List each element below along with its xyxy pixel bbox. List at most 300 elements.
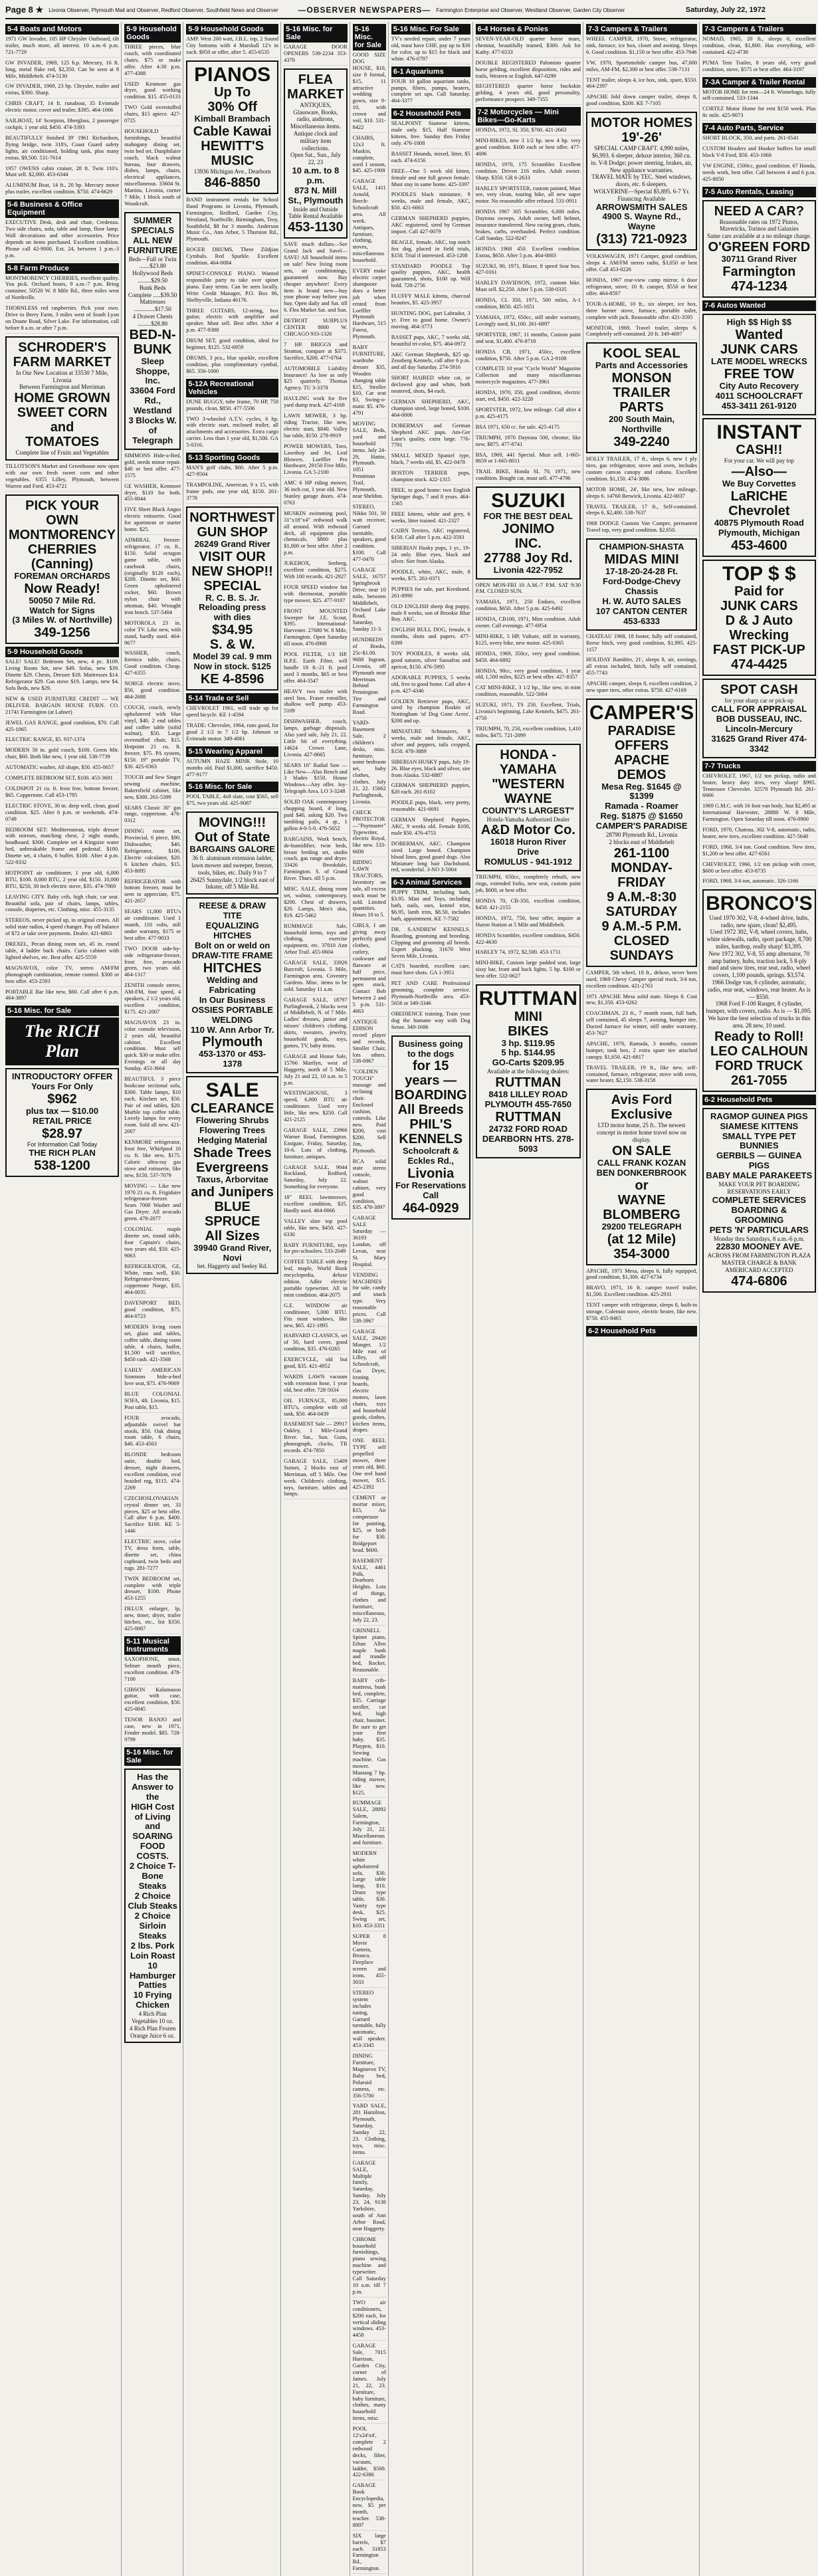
display-ad-line: Flowering Shrubs — [195, 1115, 269, 1125]
display-ad-line: LTD motor home, 25 ft.. The newest concept in motor home travel now on display. — [597, 1122, 687, 1143]
classified-ad: GW INVADER, 1969, 125 h.p. Mercury, 16 ft. long, metal flake red, $2,350. Can be seen at 8 Mile, Middlebelt. 474-5130 — [5, 60, 119, 82]
classified-ad: CZECHOSLOVAKIAN crystal dinner set, 33 pieces, $25 or best offer. Call after 6 p.m. $400. Sacrifice $100. KE 5-1446 — [124, 1495, 181, 1537]
display-ad-line: O'GREEN FORD — [708, 239, 811, 255]
classified-ad: MAGNAVOX, color TV, stereo AM/FM phonograph combination, remote control. $300 or best offer. 453-2593 — [5, 965, 119, 987]
classified-ad: TRAIL BIKE, Honda SL 70, 1971, new condition. Bought car, must sell. 477-4796 — [476, 469, 581, 484]
classified-ad: HONDA, CB100, 1971, Mint condition. Adult owner. Call evenings. 477-6954 — [476, 616, 581, 631]
classified-ad: BOSTON TERRIER pups, champion stock. 422-1315 — [391, 470, 470, 485]
display-ad-line: and — [50, 420, 74, 435]
display-ad-line: ARROWSMITH SALES — [595, 201, 688, 212]
display-ad — [702, 200, 815, 298]
classified-ad: SEARS 16" Radial Saw — Like New—Also Bench and 3 blades $150. House Windows—Any offer. Joy-Telegraph Area. LO 3-3248 — [284, 762, 348, 798]
classified-ad: SAILBOAT, 14' Scorpion, fiberglass, 2 passenger cockpit, 1 year old, $450. 474-3393 — [5, 118, 119, 133]
rich-plan-line: Yours For Only — [31, 1081, 94, 1092]
classified-ad: OPEN MON-FRI 10 A.M.-7 P.M. SAT 9:30 P.M. CLOSED SUN. — [476, 582, 581, 597]
classified-ad: MOVING SALE, Beds, yard and household items. July 24-29, Hattie, Plymouth. 1051 Penniman Trail, Plymouth, near Sheldon. — [353, 421, 386, 502]
classified-ad: 1971 GW Invader, 105 HP Chrysler Outboard, tilt trailer, much more, all interest. 10 a.m.-6 p.m. 721-7729 — [5, 36, 119, 58]
display-ad-line: NORTHWEST — [189, 510, 276, 525]
classified-ad: TILLOTSON'S Market and Greenhouse now open with our own fresh sweet corn and other vegetables. 6355 Lilley, Plymouth, between Warren and Ford. 453-4721 — [5, 463, 119, 492]
classified-ad: GARAGE SALE, 18797 Purlingbrook, 2 blocks west of Middlebelt, N. of 7 Mile. Ladies' dresses, junior and misses' children's clothing, skirts, sweaters, jewelry, household goods, toys, games, TV, baby items. — [284, 997, 348, 1051]
display-ad-line: PETS 'N' PARTICULARS — [709, 1224, 809, 1235]
classified-ad: PUMA Tent Trailer, 8 years old, very good condition, stove, $575 or best offer. 464-3197 — [702, 60, 815, 75]
section-heading: 5-13 Sporting Goods — [186, 453, 278, 463]
display-ad-line: All Breeds — [397, 1103, 464, 1118]
display-ad-line: MOTOR HOMES — [591, 116, 693, 131]
display-ad-line: 1968 Ford F-100 Ranger, 8 cylinder, bumper, with covers, radio. As is — $1,095. — [706, 1000, 812, 1015]
display-ad-line: for 15 years — — [405, 1059, 457, 1089]
classified-ad: APACHE fold down camper trailer, sleeps 8, good condition, $200. KE 7-7105 — [586, 94, 697, 109]
classified-ad: MUSKIN swimming pool, 31"x18"x4" redwood walk all around. With redwood deck, all equipment plus chemicals. $800 plus $1,000 or best offer. After 2 p.m. — [284, 510, 348, 558]
section-heading: 7-3A Camper & Trailer Rental — [702, 77, 815, 88]
display-ad-line: —Also— — [731, 464, 787, 479]
classified-ad: MINI-BIKE, Custom large padded seat, large sissy bar, front and back lights, 5 hp. $100 or best offer. 532-0627 — [476, 960, 581, 982]
classified-ad: SUZUKI, 1971, TS 250, Excellent, Trials, Livonia's beginning, Lake Kennels, $475. 261-4750 — [476, 702, 581, 724]
display-ad-line: 27788 Joy Rd. — [484, 550, 573, 566]
classified-ad: HONDA, 1970, 175 Scrambler. Excellent condition. Driven 216 miles. Adult owner. Sharp. $350. GR 6-2633 — [476, 161, 581, 183]
rich-plan-offer — [5, 1068, 119, 1176]
display-ad-line: 4900 S. Wayne Rd., Wayne — [602, 211, 681, 232]
classified-ad: GE WASHER, Kenmore dryer, $110 for both. 455-0044 — [124, 483, 181, 505]
display-ad-line: Shade Trees — [193, 1145, 272, 1160]
section-heading: 6-1 Aquariums — [391, 66, 470, 77]
section-heading: 5-16 Misc. for Sale — [124, 1747, 181, 1766]
display-ad-line: Farmington — [722, 264, 796, 279]
display-ad-line: Wanted — [735, 327, 783, 342]
display-ad-line: 24732 FORD ROAD — [488, 1124, 568, 1134]
display-ad-line: ON SALE — [612, 1143, 671, 1158]
classified-ad: SEALPOINT Siamese kittens, male only. $15, Half Siamese kittens, free. Sunday thru Friday only. 476-1808 — [391, 120, 470, 149]
classified-ad: POOL TABLE, 4x8 slate, cost $565, sell $75, two years old. 425-9087 — [186, 794, 278, 809]
classified-ad: CHATEAU 1968, 18 footer, fully self contained, Reese hitch, very good condition, $1,995. 425-1157 — [586, 633, 697, 655]
classified-ad: DOBERMAN, AKC. Champion sired. Large boned. Champion blood lines, good guard dogs. Also Miniature long hair Dachshund, red, wonderful. 3-NO 3-5004 — [391, 841, 470, 876]
classified-ad: PUPPIES for sale, part Keeshond. 261-8990 — [391, 586, 470, 601]
classified-ad: YAMAHA, 1971, 250 Enduro, excellent condition, $650. After 5 p.m. 425-6492 — [476, 599, 581, 614]
display-ad-line: Avis Ford — [611, 1093, 672, 1108]
rich-plan-line: INTRODUCTORY OFFER — [11, 1071, 113, 1082]
classified-ad: SIBERIAN Husky pups, 1 yr., 19-24 only. Blue eyes, black and silver. Sire from Alaska. — [391, 545, 470, 567]
classified-ad: GERMAN SHEPHERD puppies, $20 each. 261-6102 — [391, 782, 470, 798]
classified-ad: APACHE, 1970, Ramada, 3 months, custom bumper, tank box, 2 extra spare tire attached canopy. $1,650. 421-6817 — [586, 1041, 697, 1063]
display-ad-line: Ramada - Roamer — [605, 801, 678, 811]
classified-ad: AUTUMN HAZE MINK Stole, 10 months old. Paid $1,000, sacrifice $450. 477-9177 — [186, 758, 278, 780]
display-ad-line: CAMPER'S PARADISE — [595, 821, 688, 831]
classified-ad: TRAVEL TRAILER, 17 ft., Self-contained. sleeps 6, $2,400. 538-7637 — [586, 504, 697, 519]
classified-ad: STANDARD POODLE Top quality puppies, AKC, health guaranteed, shots, $100 up. Will hold. 728-2756 — [391, 263, 470, 292]
classified-ad: AMP. West 200 watt, J.B.L. top, 2 Sound City bottoms with 4 Marshall 12's in each. $950 or offer, after 5. 455-6535 — [186, 36, 278, 58]
display-ad-line: KOOL SEAL — [603, 346, 680, 362]
classified-ad: THORNLESS red raspberries. Pick your own. Drive to Berry Farm, 3 miles west of South Lyon on Doane Road, Silver Lake. For information, call before 8 a.m. or after 7 p.m. — [5, 305, 119, 334]
display-ad-line: Model 39 cal. 9 mm — [193, 651, 272, 662]
classified-ad: 1971 APACHE Mesa solid state. Sleeps 8. Cost new, $1,350. 453-0262 — [586, 994, 697, 1009]
display-ad-line: PICK YOUR OWN — [25, 498, 99, 528]
classified-ad: MAN'S golf clubs, $60. After 5 p.m. 427-9504 — [186, 465, 278, 480]
classified-ad: MOVING — Like new 1970 21 cu. ft. Frigidaire refrigerator-freezer. Sears 7000 Washer and Gas Dryer. All avocado green. 478-2077 — [124, 1183, 181, 1224]
classified-ad: STEREOS, never picked up, in original crates. All solid state radios, 4 speed changer. Pay off balance of $72 or take over payments. Dealer. 421-6863 — [5, 917, 119, 939]
classified-ad: GARAGE SALE, Multiple family, Saturday, Sunday, July 23, 24, 9138 Yarkshire, south of Ann Arbor Road, near Haggerty. — [353, 2160, 386, 2234]
classified-ad: BLUE COLONIAL SOFA, 4ft. Livonia, $15. Post table, $15. — [124, 1391, 181, 1413]
classified-ad: BABY FURNITURE, toys for pre-schoolers. 533-2049 — [284, 1242, 348, 1257]
display-ad-line: 2 Choice Club Steaks — [128, 1891, 177, 1911]
classified-ad: "GOLDEN TOUCH" massage and reclining chair. Enclosed cushion, controls. Like new. Paid $200, cost $200. Sell Jim, Plymouth. — [353, 1069, 386, 1156]
classified-ad: POODLE pups, black, very pretty, reasonable. 421-6691 — [391, 800, 470, 815]
classified-ad: SAVE much dollars—See Grand Jack and Savel—SAVE! All household items on sale! New living room sets, air conditionings, guaranteed now. Buy cheaper anywhere! Every item is brand new—buy your phone way before you buy. Open daily and Sat. till 6. Flea Market Sat. and Sun. — [284, 241, 348, 316]
classified-ad: SPORTSTER, 1972, low mileage. Call after 4 p.m. 425-4175 — [476, 407, 581, 422]
classified-ad: GARAGE SALE, 15409 Sunset, 2 blocks east of Merriman, off 5 Mile. One week. Children's clothing, toys, furniture, tables and lamps. — [284, 1458, 348, 1499]
display-ad-line: 873 N. Mill St., Plymouth — [288, 185, 344, 205]
display-ad-line: FAST PICK-UP — [712, 643, 805, 658]
display-ad-line: INC. — [514, 536, 542, 551]
display-ad-line: 19'-26' — [621, 130, 662, 146]
display-ad-line: Ford-Dodge-Chevy Chassis — [603, 576, 681, 596]
classified-ad: FLUFFY MALE kittens, charcoal beauties, $5. 425-3957 — [391, 293, 470, 308]
display-ad-line: FOR THE BEST DEAL — [483, 510, 573, 521]
display-ad-line: ROMULUS - 941-1912 — [484, 857, 572, 867]
classified-ad: TWO 3-wheeled A.T.V. cycles, 6 hp. with electric start, enclosed trailer, all attachments and accessories. Extra cargo carrier. Less than 1 year old, $1,500. GA 5-0316. — [186, 416, 278, 451]
display-ad-line: SOARING FOOD COSTS. — [132, 1831, 173, 1862]
classified-ad: SEVEN-YEAR-OLD quarter horse mare, chestnut, beautifully trained, $300. Ask for Kathy. 477-6533 — [476, 36, 581, 58]
display-ad-line: Taxus, Arborvitae — [196, 1174, 268, 1184]
display-ad-line: BIKES — [508, 1023, 549, 1039]
classified-ad: MOTOR HOME, 24', like new, low mileage, sleeps 6. 14760 Berwick, Livonia. 422-0037 — [586, 486, 697, 502]
display-ad-line: "WESTERN WAYNE — [492, 776, 565, 806]
display-ad-line: BRONCO'S — [706, 893, 813, 915]
rich-plan-line: 538-1200 — [34, 1158, 90, 1173]
display-ad-line: 31625 Grand River 474-3342 — [711, 733, 807, 754]
classified-ad: CHECK PROTECTOR—"Paymaster" Typewriter, electric Royal, like new. 533-6600 — [353, 809, 386, 857]
classified-ad: TRAMPOLINE, American, 9 x 15, with frame pads, one year old, $150. 261-3778 — [186, 482, 278, 504]
display-ad-line: PARADISE — [607, 723, 676, 738]
display-ad-line: A&D Motor Co. — [480, 823, 575, 838]
display-ad-line: Has the Answer to the — [132, 1771, 174, 1802]
display-ad-line: 464-0929 — [402, 1201, 459, 1216]
classified-ad: KENMORE refrigerator, frost free, Whirlpool 16 cu. ft. like new, $175. Caloric ultra-ray gas stove and rotisserie, like new, $150. 537-7079 — [124, 1139, 181, 1180]
display-ad-line: Hollywood Beds .........$29.50 — [132, 270, 173, 284]
classified-ad: SALE! SALE! Bedroom Set, new, 4 pc. $109. Living Room Set, new $49. Sofas, new $39. Dinette $29. Chests, Dresser $18. Mattresses $14. Refrigerator $29. Gas stove $19. Lamps, new $4. Sofa Beds, new $29. — [5, 659, 119, 694]
masthead-papers-2: Farmington Enterprise and Observer, Westland Observer, Garden City Observer — [436, 7, 625, 13]
classified-ad: WASHER, couch, formica table, chairs. Good condition. Cheap. 427-6355 — [124, 650, 181, 679]
classified-ad: BEDROOM SET: Mediterranean, triple dresser with mirrors, matching chest, 2 night stands, headboard. $300. Complete set 4 Kingsize water bed, unbreakable frame and pedestal. $100. Dinette set, 4 chairs, 6 buffet. $100. After 4 p.m. 522-9332 — [5, 827, 119, 868]
display-ad-line: Livonia 422-7952 — [493, 564, 563, 575]
classified-ad: GARAGE SALE, 16757 Springbrook Drive, near 10 mile, between Middlebelt, Orchard Lake Road, Saturday, Sunday 11-3. — [353, 567, 386, 635]
classified-ad: ADMIRAL freezer-refrigerator, 17 cu. ft., $150. Solid octagon game table, with casebook chairs, (originally $120 each), $200. Dinette set, $60. Green upholstered rocker, $60. Brown nylon chair with ottoman, $40. Wrought iron bench. 537-5404 — [124, 537, 181, 618]
classified-ad: ALUMINUM Boat, 14 ft., 20 hp. Mercury motor plus trailer, excellent condition. $750. 474-6629 — [5, 182, 119, 197]
classified-ad: TOUR-A-HOME, 10 ft., six sleeper, ice box, three burner stove, furnace, portable toilet, complete with jack. Reasonable offer. 421-3595 — [586, 301, 697, 323]
classified-ad: GRINNELL Spinet piano, Ethan Allen maple bunk and trundle bed, Rocker, Reasonable. — [353, 1628, 386, 1675]
classified-ad: CEMENT or mortar mixer, $15, Air compressor for painting, $25, or both for $30. Bridgeport head. $600. — [353, 1495, 386, 1556]
display-ad-line: SMALL TYPE PET BUNNIES — [722, 1130, 796, 1151]
classified-ad: JUKEBOX, Seeberg, excellent condition, $275. With 100 records. 421-2927 — [284, 560, 348, 582]
display-ad-line: 50050 7 Mile Rd. — [29, 595, 96, 605]
display-ad-line: SPOT CASH — [720, 683, 798, 698]
classified-ad: WHEEL CAMPER, 1970, Stove, refrigerator, sink, furnace, ice box, closet and awning. Sleeps 6. Good condition. $1,150 or best offer. 453-7946 — [586, 36, 697, 58]
classified-ad: SIMMONS Hide-a-Bed, gold, needs minor repair. $40 or best offer. 477-1575 — [124, 453, 181, 481]
display-ad-line: Welding and Fabricating — [207, 974, 258, 995]
display-ad-line: (313) 721-0923 — [596, 232, 687, 247]
classified-ad: TWO air conditioners, $200 each, for vertical sliding windows. 453-4458 — [353, 2300, 386, 2341]
display-ad-line: 8418 LILLEY ROAD — [488, 1089, 568, 1100]
display-ad-line: All Sizes — [205, 1228, 260, 1243]
classified-ad: CHEVROLET, 1967, 1/2 ton pickup, radio and heater, heavy duty tires, very sharp! $995. Tennessee Chevrolet. 32570 Plymouth Rd. 261-6666 — [702, 773, 815, 802]
classified-ad: GERMAN SHEPHERD puppies, AKC registered, sired by German import. Call 427-0079 — [391, 215, 470, 237]
classified-ad: OLD ENGLISH sheep dog puppy, male 8 weeks, son of Brookie Blue Boy. AKC. — [391, 603, 470, 625]
display-ad-line: 474-6806 — [731, 1273, 787, 1289]
display-ad-line: CALL FOR APPRAISAL — [711, 704, 807, 714]
classified-ad: COLONIAL maple dinette set, round table, four Captain's chairs, two years old, $50. 425-9063 — [124, 1226, 181, 1261]
classified-ad: COMPLETE BEDROOM SET, $100. 453-3691 — [5, 775, 119, 784]
classified-ad: TV's needed repair, under 7 years old, must have UHF, pay up to $30 for color, up to $15 for black and white. 476-0797 — [391, 36, 470, 64]
classified-ad: GIBSON Kalamazoo guitar, with case, excellent condition, $50. 425-0045 — [124, 1687, 181, 1715]
display-ad — [702, 560, 815, 677]
display-ad-line: KE 4-8596 — [200, 672, 264, 687]
section-heading: 7-3 Campers & Trailers — [702, 24, 815, 35]
display-ad-line: FREE TOW — [724, 366, 794, 381]
classified-ad: CHAIRS, 12x3 ft. Muskin, complete, used 1 season, $45. 425-1908 — [353, 135, 386, 176]
display-ad-line: Now Ready! — [24, 581, 100, 596]
classified-ad: BSA, 1969, 441 Special. Must sell. 1-665-8659 or 1-665-8011 — [476, 452, 581, 467]
display-ad-line: 3 Blocks W. of Telegraph — [128, 415, 177, 446]
display-ad — [476, 744, 581, 872]
classified-ad: GERMAN Shepherd Puppies, AKC, 9 weeks old. Female $100, male $50. 476-4753 — [391, 817, 470, 839]
display-ad-line: JUNK CARS — [720, 342, 798, 357]
classified-ad: BABY crib-mattress, bunk bed, complete, $35. Carriage stroller, car bed, high chair, bassinet. Be sure to get your first baby. $35. Playpen, $10. Sewing machine. Gas mower. Mustang 7 hp. riding mower, like new. $125. — [353, 1677, 386, 1798]
display-ad-line: (at 12 Mile) — [607, 1232, 676, 1247]
classified-ad: DRUMS, 3 pcs., blue sparkle, excellent condition, plus complimentary cymbal, $65. 356-1000 — [186, 355, 278, 377]
classified-ad: WARDS LAWN vacuum with extension hose, 1 year old, best offer. 728-5634 — [284, 1374, 348, 1396]
classified-ad: ZENITH console stereo, AM-FM, four speed, 4 speakers, 2 1/2 years old, excellent condition, $175. 421-2007 — [124, 982, 181, 1018]
classified-ad: ROGER DRUMS, Three Zildjian Cymbals. Red Sparkle. Excellent condition. 464-0084 — [186, 247, 278, 268]
display-ad-line: Paid for — [734, 584, 784, 599]
classified-ad: GW INVADER, 1969, 23 hp. Chrysler, trailer and extras, $300. Sharp. — [5, 83, 119, 98]
display-ad-line: Mattresses ..............$17.50 — [134, 298, 171, 313]
classified-ad: DREXEL, Pecan dining room set, 45 in. round table, 4 ladder back chairs. Curio cabinet with lighted shelves, etc. Best offer. 425-5559 — [5, 941, 119, 963]
display-ad-line: MAKE YOUR PET BOARDING RESERVATIONS EARLY — [718, 1181, 800, 1195]
masthead-papers: Livonia Observer, Plymouth Mail and Observer, Redford Observer, Southfield News and Observer — [49, 7, 278, 13]
display-ad-line: FORD TRUCK — [715, 1058, 803, 1073]
display-ad-line: PLYMOUTH 455-7650 — [484, 1099, 571, 1110]
classified-ad: WESTINGHOUSE, 3 speed, 6,000 BTU air conditioner. Used very little, like new. $250. Call 421-2125 — [284, 1090, 348, 1125]
classified-ad: TOY POODLES, 8 weeks old, good natures, silver Sassafras and apricot, $150. 476-5995 — [391, 651, 470, 673]
display-ad-line: Bolt on or weld on — [194, 940, 270, 950]
display-ad-line: SUZUKI — [490, 490, 565, 512]
classified-ad: POOL FILTER, 1/3 HP. H.P.E. Earth Filter, will handle 18 ft.-21 ft. pool used 3 months, $65 or best offer. 464-3547 — [284, 651, 348, 687]
display-ad-line: 4 Rich Plan Vegetables 10 oz. — [132, 2010, 174, 2025]
classified-ad: BARGAINS, Work bench, de-humidifier, twin beds, breast feeding set, studio couch, gas range and dryer. 33426 Brookdale, Farmington. S. of Grand River. Thurs. till 5 p.m. — [284, 836, 348, 884]
classified-ad: BEAUTIFULLY finished 39' 1961 Richardson, flying bridge, twin 318's, Coast Guard safety lights, air conditioned, holding tank, plus many extras. $9,500. 531-7614 — [5, 135, 119, 163]
display-ad-line: Now in stock. $125 — [193, 661, 271, 672]
classified-ad: SPINET-CONSOLE PIANO. Wanted responsible party to take over spinet piano. Easy terms. Can be seen locally. Write Credit Manager, P.O. Box 86, Shelbyville, Indiana 46176. — [186, 270, 278, 306]
classified-ad: FRONT MOUNTED Sweeper for J.E. Scout, $395. International-Harvester. 27680 W. 8 Mile, Farmington. Open Saturday till noon. 476-0900 — [284, 608, 348, 649]
display-ad-line: SIAMESE KITTENS — [720, 1121, 799, 1131]
display-ad-line: ACROSS FROM FARMINGTON PLAZA — [707, 1252, 811, 1259]
classified-ad: ANTIQUE EDISON record player and records, Stroller Chair, lots others. 538-0967 — [353, 1019, 386, 1067]
classified-ad: CORTEZ Motor Home for rent $150 week. Plus 8c mile. 425-9073 — [702, 106, 815, 121]
display-ad-line: Used 1972 302, V-8, wheel covers, hubs, white sidewalls, radio, sport package, 8,700 miles, hardtop, really sharp! $3,395. — [706, 928, 812, 950]
display-ad — [186, 506, 278, 691]
display-ad-line: TOMATOES — [25, 435, 100, 450]
classified-ad: BEAUTIFUL 3 piece bookcase sectional sofa, $300. Table lamps, $10 each. Kitchen set, $50. Pair of end tables, $20. Marble top coffee table. Lovely lamps for every room. Sold all new. 421-2007 — [124, 1076, 181, 1137]
display-ad-line: In Our New Location at 33530 7 Mile, Livonia — [16, 369, 109, 383]
display-ad-line: SALE — [205, 1079, 259, 1102]
display-ad-line: Plymouth, Michigan — [718, 527, 800, 538]
classified-ad: EXECUTIVE Desk, desk and chair, Credenza. Two side chairs, sofa, table and lamp, floor lamp. Wall decorations and other accessories. Price depends on items purchased. Excellent condition. Please call 42-9000, Ext. 24, between 1 p.m.-3 p.m. — [5, 219, 119, 261]
classified-ad: AUTOMATIC washer, All shape, $50. 455-0657 — [5, 764, 119, 773]
display-ad-line: PIANOS — [194, 63, 271, 86]
section-heading: 7-7 Trucks — [702, 761, 815, 772]
section-heading: 6-2 Household Pets — [586, 1326, 697, 1337]
classified-ad: FORD, 1970, Chateau, 302 V-8, automatic, radio, heater, new tires, excellent condition. 427-5640 — [702, 827, 815, 842]
classified-ad: REGISTERED quarter horse buckskin gelding, 4 years old, good personality, performance prospect. 349-7355 — [476, 83, 581, 105]
classified-ad: HAULING work for five yard dump truck. 427-4168 — [284, 395, 348, 411]
display-ad-line: For Reservations Call — [395, 1180, 466, 1201]
classified-ad: MONITOR, 1969, Travel trailer, sleeps 6. Completely self-contained. 20 ft. 349-4697 — [586, 325, 697, 340]
display-ad-line: 10 a.m. to 8 p.m. — [292, 165, 340, 185]
display-ad-line: Hedging Material — [197, 1134, 268, 1145]
display-ad-line: INSTANT — [716, 421, 802, 443]
classified-ad: ADORABLE PUPPIES, 5 weeks old, free to good home. Call after 4 p.m. 427-4346 — [391, 675, 470, 697]
classified-ad: FORD, 1968, 3/4 ton, automatic. 326-1166 — [702, 878, 815, 887]
display-ad-line: 13936 Michigan Ave., Dearborn — [193, 168, 271, 175]
classified-ad: HOUSEHOLD furnishings, beautiful mahogany dining set, twin bed set, Dunphilaire couch, black walnut bureau, four drawers, dishes, lamps, chairs, electrical appliances, miscellaneous. 33604 St. Martins, Livonia, corner 7 Mile, 1 block south of Woodcraft. — [124, 128, 181, 209]
classified-ad: RIDING LAWN TRACTORS, Inventory on sale, all excess stock must be sold. Limited quantities. Hours 10 to 5. — [353, 859, 386, 920]
classified-ad: HONDA, 1972, SL 350, $700. 421-2663 — [476, 127, 581, 136]
display-ad-line: NEW SHOP!! — [191, 564, 273, 579]
classified-ad: ENGLISH BULL DOG, female, 6 months, shots and papers. 477-8399 — [391, 627, 470, 649]
section-heading: 5-15 Wearing Apparel — [186, 746, 278, 757]
classified-ad: CHROME household furnishings, piano sewing machine and typewriter. Call Saturday 10 a.m. till 7 p.m. — [353, 2236, 386, 2298]
display-ad — [186, 1076, 278, 1274]
classified-ad: 7 HP. BRIGGS and Stratton, compare at $375. Sacrifice, $200. 477-0764 — [284, 342, 348, 364]
classified-ad: GARAGE SALE, 1411 Arnold, Beech-Schoolcraft area. All week. Antiques, furniture, clothing, stoves, miscellaneous household. — [353, 178, 386, 266]
display-ad-line: RAGMOP GUINEA PIGS — [710, 1111, 808, 1121]
display-ad-line: 29200 TELEGRAPH — [601, 1221, 682, 1232]
classified-ad: GARAGE SALE, 29420 Munger, 1/2 Mile east of Lilley, off Schoolcraft, Gas Dryer, ironing boards, electric motors, lawn chairs, toys and household goods, clothes, kitchen items, drapes. — [353, 1329, 386, 1436]
classified-ad: FOUR SPEED window fan with thermostat, portable type mower, $25. 477-9107 — [284, 584, 348, 606]
column-9 — [702, 22, 817, 2576]
classified-ad: OBEDIENCE training. Train your dog the humane way with Dog Sense. 349-1686 — [391, 1011, 470, 1033]
column-4 — [284, 22, 350, 2576]
display-ad-line: 39940 Grand River, Novi — [193, 1242, 272, 1263]
display-ad-line: Available at the following dealers: — [486, 1068, 569, 1075]
column-2 — [124, 22, 183, 2576]
display-ad-line: APACHE DEMOS — [614, 752, 670, 782]
display-ad — [124, 1769, 181, 2044]
display-ad — [5, 494, 119, 645]
classified-ad: GARAGE DOOR OPENERS 539-2234 353-4370 — [284, 44, 348, 66]
column-3 — [186, 22, 281, 2576]
display-ad-line: CALL FRANK KOZAN — [597, 1157, 686, 1168]
classified-ad: BASSET pups, AKC, 7 weeks old, beautiful tri-color, $75. 464-0972 — [391, 334, 470, 350]
classified-ad: COLDSPOT 21 cu. ft. frost free, bottom freezer, $65. Coppertone. Call 453-1795 — [5, 786, 119, 801]
classified-ad: MONTMORENCY CHERRIES, excellent quality. You pick. Orchard hours, 9 a.m.-7 p.m. Bring container. 50520 W. 8 Mile Rd., three miles west of Northville. — [5, 275, 119, 304]
display-ad-line: We Buy Corvettes — [722, 478, 796, 488]
display-ad — [186, 897, 278, 1073]
classified-ad: RUMMAGE Sale, household items, toys and clothing, exercise equipment, etc. 37010 Ann Arbor Trail. 455-0604 — [284, 923, 348, 958]
classified-ad: CHRIS CRAFT, 14 ft. runabout, 35 Evinrude electric motor, cover and trailer, $395. 464-1066 — [5, 100, 119, 116]
display-ad — [5, 336, 119, 461]
display-ad-line: 1966 Dodge van, 6 cylinder, automatic, radio, rear seat, windows, rear heater. As is — $550. — [708, 979, 811, 1000]
display-ad-line: BOB DUSSEAU, INC. — [716, 713, 803, 724]
display-ad — [586, 112, 697, 251]
classified-columns — [5, 22, 816, 2572]
display-ad-line: BARGAINS GALORE — [189, 844, 275, 855]
section-heading: 7-5 Auto Rentals, Leasing — [702, 187, 815, 197]
display-ad — [586, 698, 697, 967]
classified-ad: USED Kenmore gas dryer, good working condition. $15. 455-0133 — [124, 81, 181, 103]
display-ad-line: FLEA MARKET — [287, 72, 344, 102]
classified-ad: PET AND CARE Professional grooming, complete service. Plymouth-Northville area. 453-5656 or 349-3346 — [391, 980, 470, 1009]
display-ad-line: 36 ft. aluminum extension ladder, lawn mower and sweeper, freezer, tools, bikes, etc. Daily 9 to 7 — [191, 855, 274, 876]
display-ad-line: ANTIQUES, Glassware, Books, radio, andirons, Miscellaneous items. Antique clock and military item collections. — [290, 101, 341, 152]
section-heading: 5-16 Misc. for Sale — [186, 782, 278, 792]
classified-ad: NORGE electric stove, $50, good condition. 464-2688 — [124, 681, 181, 702]
display-ad-line: LEO CALHOUN — [710, 1043, 808, 1059]
classified-ad: HONDA, 1970, 350, good condition, electric start, red, $450. 422-3228 — [476, 389, 581, 405]
display-ad-line: Lincoln-Mercury — [725, 723, 793, 734]
display-ad-line: Flowering Trees — [199, 1125, 266, 1135]
classified-ad: APACHE, 1971 Mesa, sleeps 6, fully equipped, good condition, $1,300. 427-6734 — [586, 1268, 697, 1283]
classified-ad: EARLY AMERICAN Simmons hide-a-bed love seat, $75. 476-9069 — [124, 1367, 181, 1389]
column-7 — [476, 22, 583, 2576]
classified-ad: VALLEY slate top pool table, like new, $450. 427-6330 — [284, 1218, 348, 1240]
display-ad-line: EQUALIZING HITCHES — [205, 920, 259, 940]
section-heading: 5-14 Trade or Sell — [186, 693, 278, 704]
display-ad-line: 9 A.M.-5 P.M. — [601, 918, 682, 934]
classified-ad: HONDA, 1972, 750, best offer, inquire at Huron Station at 5 Mile and Middlebelt. — [476, 915, 581, 930]
display-ad-line: 474-1234 — [731, 278, 787, 294]
page-number: Page 8 ★ — [5, 5, 44, 15]
classified-ad: CHEVROLET 1961, will trade up for speed bicycle. KE 1-4594 — [186, 705, 278, 720]
display-ad-line: 110 W. Ann Arbor Tr. — [190, 1024, 274, 1035]
display-ad-line: Used 1970 302, V-8, 4-wheel drive, hubs, radio, new spare, clean! $2,495. — [709, 914, 809, 928]
display-ad-line: Chevrolet — [728, 503, 790, 518]
display-ad-line: COMPLETE SERVICES — [712, 1194, 807, 1205]
display-ad-line: WOLVERINE—Special $5,895. 6-7 Yr. Financing Available — [593, 187, 690, 202]
display-ad — [702, 314, 815, 415]
display-ad-line: 2 Choice Sirloin Steaks — [134, 1910, 171, 1941]
classified-ad: CHEVROLET, 1966, 1/2 ton pickup with cover, $600 or best offer. 453-8735 — [702, 861, 815, 877]
display-ad-line: 3 hp. $119.95 — [501, 1037, 555, 1048]
display-ad-line: and Junipers — [191, 1184, 274, 1200]
classified-ad: FOUR 10 gallon aquarium tanks, pumps, filters, pumps, heaters, complete set ups. Call Saturday. 464-3377 — [391, 78, 470, 107]
classified-ad: COACHMAN, 23 ft., 7 month room, full bath, self contained, 45 sleeps 7, awning, bumper tire, Ducted furnace for winter, still under warranty. 453-7627 — [586, 1010, 697, 1039]
display-ad-line: Open Sat., Sun., July 22, 23 — [290, 152, 341, 166]
display-ad-line: WAYNE BLOMBERG — [603, 1192, 680, 1222]
display-ad-line: DEARBORN HTS. 278-5093 — [482, 1133, 574, 1154]
display-ad-line: CHAMPION-SHASTA — [599, 542, 684, 552]
classified-ad: PORTABLE Bar like new, $60. Call after 6 p.m. 464-3897 — [5, 989, 119, 1004]
display-ad-line: High $$ High $$ — [726, 316, 792, 327]
classified-ad: APACHE camper, sleeps 8, excellent condition, 2 new spare tires, other extras. $750. 427-6169 — [586, 681, 697, 696]
classified-ad: MODERN living room set, glass and tables, coffee table, dining room table, 4 chairs, buffet, $1,500 will sacrifice, $450 cash. 421-3568 — [124, 1324, 181, 1365]
display-ad-line: TOP $ $ — [722, 562, 796, 585]
display-ad-line: Livonia — [407, 1166, 455, 1182]
section-heading: 6-2 Household Pets — [702, 1095, 815, 1105]
display-ad-line: Bunk Beds Complete .....$39.50 — [128, 284, 177, 298]
display-ad — [124, 212, 181, 450]
display-ad-line: RUTTMAN — [495, 1075, 562, 1091]
section-heading: 7-3 Campers & Trailers — [586, 24, 697, 35]
column-8 — [586, 22, 700, 2576]
classified-ad: EXERCYCLE, old but good, $35. 421-4952 — [284, 1356, 348, 1372]
classified-ad: GARAGE and House Sale, 15766 Marilyn, west of Haggerty, north of 5 Mile. July 21 and 22, 10 a.m. to 5 p.m. — [284, 1053, 348, 1089]
classified-ad: TENT trailer, sleeps 4, ice box, sink, spare, $550. 464-2397 — [586, 77, 697, 92]
display-ad-line: 5 hp. $144.95 — [501, 1047, 556, 1058]
classified-ad: AUTOMOBILE Liability Insurance! As low as only $25 quarterly. Thomas Agency. TU 3-3378 — [284, 366, 348, 394]
display-ad-line: ALL NEW FURNITURE — [128, 235, 178, 255]
display-ad — [476, 486, 581, 579]
classified-ad: BSA 1971, 650 cc. for sale. 425-4175 — [476, 424, 581, 433]
column-1 — [5, 22, 122, 2576]
